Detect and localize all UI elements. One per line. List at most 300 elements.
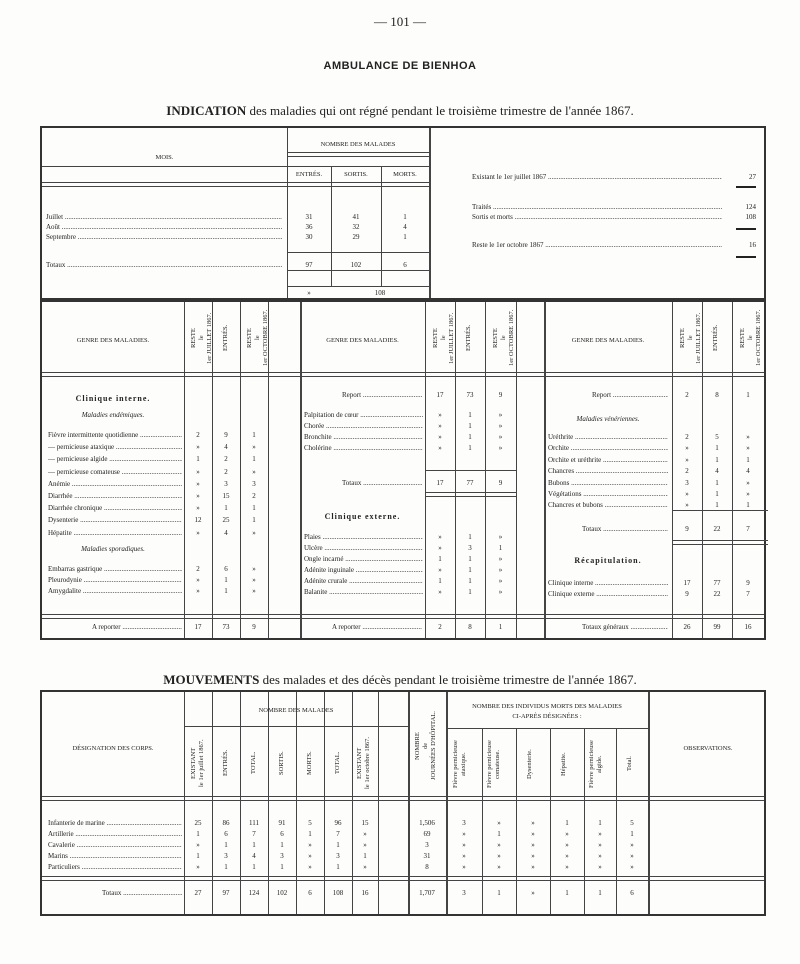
corps-value: 1 <box>280 841 284 849</box>
disease-reste-juillet: » <box>438 433 442 441</box>
corps-value: » <box>196 841 200 849</box>
disease-entres: 1 <box>468 533 472 541</box>
disease-label: Dysenterie ..... <box>48 515 182 525</box>
col3-generaux-b: 99 <box>713 623 721 631</box>
col-dysenterie: Dysenterie. <box>526 749 533 779</box>
disease-entres: 1 <box>224 504 228 513</box>
col2-entres: ENTRÉS. <box>465 324 472 352</box>
disease-entres: 1 <box>715 501 719 510</box>
disease-reste-octobre: 1 <box>252 431 256 439</box>
corps-value: » <box>363 830 367 838</box>
disease-reste-juillet: » <box>196 443 200 452</box>
col1-areporter-label: A reporter ..... <box>92 622 182 632</box>
corps-value: » <box>630 852 634 860</box>
col-total: TOTAL. <box>250 751 257 775</box>
totaux-morts: 6 <box>403 261 407 269</box>
corps-value: » <box>598 841 602 849</box>
disease-entres: 77 <box>713 579 721 587</box>
reste-value: 16 <box>749 241 756 249</box>
disease-label: Végétations ..... <box>548 489 668 499</box>
col2-totaux-a: 17 <box>436 479 444 487</box>
disease-reste-juillet: » <box>196 504 200 513</box>
totaux-value: 3 <box>462 889 466 897</box>
totaux-value: 1 <box>497 889 501 897</box>
disease-label: Pleurodynie ..... <box>48 575 182 585</box>
disease-entres: 3 <box>224 479 228 488</box>
disease-reste-juillet: » <box>196 576 200 584</box>
col-f-algide: Fièvre pernicieuse algide. <box>588 740 603 788</box>
disease-entres: 1 <box>468 588 472 596</box>
col-f-ataxique: Fièvre pernicieuse ataxique. <box>452 740 467 788</box>
clinique-externe-heading: Clinique externe. <box>324 512 401 521</box>
corps-value: 31 <box>423 852 431 860</box>
disease-label: Chancres et bubons ..... <box>548 500 668 510</box>
disease-entres: 1 <box>715 455 719 464</box>
disease-entres: 25 <box>222 516 230 525</box>
disease-label: Orchite et uréthrite ..... <box>548 455 668 465</box>
corps-label: Particuliers ..... <box>48 862 182 872</box>
corps-value: 1 <box>497 830 501 838</box>
disease-reste-juillet: 1 <box>438 555 442 563</box>
disease-reste-juillet: 3 <box>685 478 689 487</box>
disease-reste-juillet: » <box>196 479 200 488</box>
col-mois: MOIS. <box>155 154 174 161</box>
clinique-interne-heading: Clinique interne. <box>75 394 151 403</box>
col1-genre: GENRE DES MALADIES. <box>76 337 150 344</box>
corps-value: 1 <box>224 841 228 849</box>
disease-label: Chorée ..... <box>304 421 423 431</box>
month-sortis: 29 <box>352 233 360 241</box>
disease-entres: 1 <box>715 444 719 453</box>
col-entres: ENTRÉS. <box>295 171 323 178</box>
disease-reste-octobre: 1 <box>498 544 503 552</box>
corps-value: » <box>531 830 535 838</box>
col-hepatite: Hépatite. <box>560 752 567 776</box>
corps-value: 5 <box>308 819 312 827</box>
disease-reste-juillet: » <box>685 490 689 498</box>
col-entres-2: ENTRÉS. <box>222 749 229 777</box>
corps-value: 1 <box>196 852 200 860</box>
disease-label: Diarrhée chronique ..... <box>48 503 182 513</box>
col-morts: MORTS. <box>393 171 417 178</box>
disease-label: Fièvre intermittente quotidienne ..... <box>48 430 182 440</box>
corps-value: » <box>363 863 367 871</box>
col2-areporter-c: 1 <box>498 623 503 631</box>
col2-report-a: 17 <box>436 391 444 399</box>
maladies-sporadiques-heading: Maladies sporadiques. <box>81 545 145 553</box>
col-existant-2: EXISTANT le 1er octobre 1867. <box>356 737 371 789</box>
disease-reste-juillet: 9 <box>685 590 689 598</box>
month-morts: 1 <box>403 233 407 241</box>
corps-value: 3 <box>336 852 340 860</box>
disease-reste-juillet: » <box>438 533 442 541</box>
monthly-table <box>40 126 766 300</box>
corps-value: 1 <box>336 841 340 849</box>
corps-value: 111 <box>249 819 259 827</box>
disease-reste-octobre: » <box>746 490 750 498</box>
disease-reste-juillet: » <box>438 444 442 452</box>
maladies-veneriennes-heading: Maladies vénériennes. <box>576 415 640 423</box>
col2-reste-juillet: RESTE le 1er JUILLET 1867. <box>432 312 455 364</box>
disease-reste-octobre: 4 <box>746 467 750 476</box>
disease-label: — pernicieuse comateuse ..... <box>48 467 182 477</box>
month-morts: 4 <box>403 223 407 231</box>
disease-reste-juillet: 12 <box>194 516 202 525</box>
disease-entres: 9 <box>224 431 228 439</box>
disease-label: Balanite ..... <box>304 587 423 597</box>
corps-value: 3 <box>462 819 466 827</box>
col2-totaux-b: 77 <box>466 479 474 487</box>
col3-reste-octobre: RESTE le 1er OCTOBRE 1867. <box>739 309 762 367</box>
mouvements-title: MOUVEMENTS des malades et des décès pendant le troisième trimestre de l'année 1867. <box>163 672 637 687</box>
disease-reste-octobre: » <box>498 566 503 574</box>
corps-value: » <box>462 852 466 860</box>
month-sortis: 41 <box>352 213 360 221</box>
disease-entres: 4 <box>224 443 228 452</box>
maladies-endemiques-heading: Maladies endémiques. <box>81 411 145 419</box>
totaux-value: » <box>531 889 535 897</box>
disease-entres: 15 <box>222 492 230 500</box>
col-observations: OBSERVATIONS. <box>683 745 733 752</box>
disease-reste-juillet: » <box>685 455 689 464</box>
corps-value: » <box>462 863 466 871</box>
corps-value: 6 <box>280 830 284 838</box>
disease-reste-juillet: » <box>438 544 442 552</box>
disease-label: Anémie ..... <box>48 479 182 489</box>
disease-reste-octobre: » <box>252 565 256 573</box>
totaux-value: 1,707 <box>419 889 435 897</box>
corps-value: 1 <box>224 863 228 871</box>
disease-reste-octobre: » <box>252 467 256 476</box>
sortis-morts-label: Sortis et morts ..... <box>472 212 722 222</box>
corps-value: » <box>531 841 535 849</box>
month-label: Septembre ..... <box>46 232 282 242</box>
disease-reste-juillet: 2 <box>685 467 689 476</box>
bottom-left: » <box>307 289 311 297</box>
corps-value: » <box>598 863 602 871</box>
disease-label: Bubons ..... <box>548 478 668 488</box>
disease-reste-juillet: » <box>196 467 200 476</box>
disease-reste-juillet: 2 <box>196 431 200 439</box>
disease-label: Palpitation de cœur ..... <box>304 410 423 420</box>
totaux-value: 6 <box>630 889 634 897</box>
col-sortis: SORTIS. <box>344 171 368 178</box>
page-number: — 101 — <box>374 14 426 29</box>
col1-areporter-b: 73 <box>222 623 230 631</box>
disease-label: — pernicieuse ataxique ..... <box>48 442 182 452</box>
totaux-value: 1 <box>565 889 569 897</box>
corps-value: » <box>462 841 466 849</box>
col-f-comateuse: Fièvre pernicieuse comateuse. <box>486 740 501 788</box>
col3-report-b: 8 <box>715 391 719 399</box>
corps-value: 1,506 <box>419 819 435 827</box>
corps-value: 5 <box>630 819 634 827</box>
disease-label: Amygdalite ..... <box>48 586 182 596</box>
col2-areporter-label: A reporter ..... <box>332 622 422 632</box>
disease-label: Hépatite ..... <box>48 528 182 538</box>
disease-entres: 3 <box>468 544 472 552</box>
col-designation: DÉSIGNATION DES CORPS. <box>72 745 154 752</box>
month-morts: 1 <box>403 213 407 221</box>
col3-totaux-c: 7 <box>746 525 750 533</box>
col-total-2: TOTAL. <box>334 751 341 775</box>
disease-reste-octobre: » <box>746 478 750 487</box>
col3-genre: GENRE DES MALADIES. <box>571 337 645 344</box>
disease-reste-juillet: » <box>438 422 442 430</box>
disease-label: Chancres ..... <box>548 466 668 476</box>
disease-label: Bronchite ..... <box>304 432 423 442</box>
col-morts-header-2: CI-APRÈS DÉSIGNÉES : <box>512 713 582 720</box>
disease-reste-juillet: » <box>438 588 442 596</box>
col-nombre-malades: NOMBRE DES MALADES <box>320 141 396 148</box>
corps-value: » <box>565 841 569 849</box>
totaux-value: 97 <box>222 889 230 897</box>
totaux-value: 16 <box>361 889 369 897</box>
corps-value: 1 <box>196 830 200 838</box>
disease-entres: 1 <box>468 433 472 441</box>
disease-reste-octobre: » <box>252 587 256 595</box>
corps-label: Artillerie ..... <box>48 829 182 839</box>
corps-value: 1 <box>280 863 284 871</box>
disease-reste-octobre: » <box>746 444 750 453</box>
corps-value: » <box>497 841 501 849</box>
col-journees: NOMBRE de JOURNÉES D'HÔPITAL. <box>414 711 437 781</box>
reste-label: Reste le 1er octobre 1867 ..... <box>472 240 722 250</box>
disease-reste-octobre: » <box>252 443 256 452</box>
col2-areporter-b: 8 <box>468 623 472 631</box>
disease-reste-octobre: » <box>498 555 503 563</box>
disease-label: Clinique interne ..... <box>548 578 668 588</box>
corps-value: 1 <box>308 830 312 838</box>
col2-totaux-label: Totaux ..... <box>342 478 422 488</box>
col2-report-c: 9 <box>498 391 503 399</box>
disease-entres: 1 <box>224 587 228 595</box>
mv-totaux-label: Totaux ..... <box>102 888 182 898</box>
corps-value: » <box>598 830 602 838</box>
col2-totaux-c: 9 <box>498 479 503 487</box>
corps-value: 3 <box>280 852 284 860</box>
disease-reste-juillet: » <box>438 566 442 574</box>
disease-entres: 1 <box>468 566 472 574</box>
corps-value: » <box>531 852 535 860</box>
disease-reste-octobre: 1 <box>252 504 256 513</box>
corps-value: 7 <box>252 830 256 838</box>
corps-value: 1 <box>363 852 367 860</box>
disease-reste-juillet: » <box>685 444 689 453</box>
disease-entres: 2 <box>224 467 228 476</box>
totaux-value: 6 <box>308 889 312 897</box>
col-existant: EXISTANT le 1er juillet 1867. <box>190 739 205 787</box>
totaux-value: 102 <box>276 889 288 897</box>
col-sortis-2: SORTIS. <box>278 751 285 775</box>
disease-reste-juillet: » <box>196 492 200 500</box>
disease-entres: 1 <box>224 576 228 584</box>
col2-report-b: 73 <box>466 391 474 399</box>
corps-value: » <box>630 841 634 849</box>
col-morts-header: NOMBRE DES INDIVIDUS MORTS DES MALADIES <box>472 703 622 710</box>
col-morts-2: MORTS. <box>306 751 313 775</box>
disease-label: Ulcère ..... <box>304 543 423 553</box>
existant-label: Existant le 1er juillet 1867 ..... <box>472 172 722 182</box>
totaux-entres: 97 <box>305 261 313 269</box>
col1-areporter-a: 17 <box>194 623 202 631</box>
disease-reste-octobre: 2 <box>252 492 256 500</box>
totaux-sortis: 102 <box>350 261 362 269</box>
col2-reste-octobre: RESTE le 1er OCTOBRE 1867. <box>492 309 515 367</box>
traites-value: 124 <box>745 203 756 211</box>
disease-entres: 1 <box>715 478 719 487</box>
corps-value: 86 <box>222 819 230 827</box>
disease-label: Orchite ..... <box>548 443 668 453</box>
indication-title: INDICATION des maladies qui ont régné pendant le troisième trimestre de l'année 1867. <box>166 103 634 118</box>
disease-entres: 1 <box>715 490 719 498</box>
col3-generaux-a: 26 <box>683 623 691 631</box>
disease-reste-juillet: 1 <box>438 577 442 585</box>
disease-reste-octobre: » <box>498 577 503 585</box>
col3-entres: ENTRÉS. <box>712 324 719 352</box>
disease-reste-octobre: 3 <box>252 479 256 488</box>
corps-value: » <box>497 852 501 860</box>
col3-report-c: 1 <box>746 391 750 399</box>
disease-reste-octobre: » <box>252 576 256 584</box>
corps-value: 3 <box>224 852 228 860</box>
corps-value: » <box>531 863 535 871</box>
corps-value: » <box>565 852 569 860</box>
disease-label: Plaies ..... <box>304 532 423 542</box>
disease-label: Adénite crurale ..... <box>304 576 423 586</box>
disease-entres: 1 <box>468 555 472 563</box>
totaux-value: 124 <box>248 889 260 897</box>
corps-value: » <box>531 819 535 827</box>
col1-reste-octobre: RESTE le 1er OCTOBRE 1867. <box>246 309 269 367</box>
corps-value: » <box>497 863 501 871</box>
mouvements-table <box>40 690 766 916</box>
totaux-value: 27 <box>194 889 202 897</box>
disease-reste-octobre: » <box>498 433 503 441</box>
corps-value: » <box>308 852 312 860</box>
month-entres: 36 <box>305 223 313 231</box>
totaux-label: Totaux ..... <box>46 260 282 270</box>
disease-entres: 4 <box>224 528 228 537</box>
genre-table <box>40 300 766 640</box>
disease-reste-octobre: » <box>498 533 503 541</box>
disease-entres: 2 <box>224 455 228 464</box>
col3-totaux-b: 22 <box>713 525 721 533</box>
disease-reste-juillet: 2 <box>685 433 689 441</box>
disease-label: Embarras gastrique ..... <box>48 564 182 574</box>
totaux-value: 1 <box>598 889 602 897</box>
disease-label: Adénite inguinale ..... <box>304 565 423 575</box>
month-entres: 30 <box>305 233 313 241</box>
corps-value: 1 <box>630 830 634 838</box>
disease-reste-juillet: 17 <box>683 579 691 587</box>
disease-label: Diarrhée ..... <box>48 491 182 501</box>
disease-reste-octobre: » <box>252 528 256 537</box>
col3-report-a: 2 <box>685 391 689 399</box>
corps-value: 7 <box>336 830 340 838</box>
corps-value: » <box>630 863 634 871</box>
corps-value: 8 <box>425 863 429 871</box>
disease-entres: 1 <box>468 577 472 585</box>
corps-value: 1 <box>598 819 602 827</box>
corps-label: Marins ..... <box>48 851 182 861</box>
col1-entres: ENTRÉS. <box>222 324 229 352</box>
disease-entres: 6 <box>224 565 228 573</box>
corps-value: » <box>308 841 312 849</box>
corps-value: 96 <box>334 819 342 827</box>
corps-value: 4 <box>252 852 256 860</box>
corps-value: 3 <box>425 841 429 849</box>
corps-value: 15 <box>361 819 369 827</box>
corps-value: 25 <box>194 819 202 827</box>
disease-reste-juillet: » <box>685 501 689 510</box>
col1-areporter-c: 9 <box>252 623 256 631</box>
corps-value: 1 <box>252 863 256 871</box>
month-entres: 31 <box>305 213 313 221</box>
existant-value: 27 <box>749 173 756 181</box>
disease-entres: 1 <box>468 444 472 452</box>
disease-reste-octobre: 1 <box>746 501 750 510</box>
corps-value: 91 <box>278 819 286 827</box>
col2-genre: GENRE DES MALADIES. <box>326 337 399 344</box>
col3-totaux-a: 9 <box>685 525 689 533</box>
traites-label: Traités ..... <box>472 202 722 212</box>
disease-reste-octobre: 1 <box>252 516 256 525</box>
col3-generaux-c: 16 <box>744 623 752 631</box>
corps-value: 6 <box>224 830 228 838</box>
col3-reste-juillet: RESTE le 1er JUILLET 1867. <box>679 312 702 364</box>
corps-value: » <box>308 863 312 871</box>
disease-reste-juillet: » <box>438 411 442 419</box>
bottom-total: 108 <box>374 289 386 297</box>
disease-reste-juillet: » <box>196 587 200 595</box>
corps-value: » <box>565 863 569 871</box>
disease-entres: 4 <box>715 467 719 476</box>
disease-entres: 22 <box>713 590 721 598</box>
corps-value: » <box>598 852 602 860</box>
ambulance-heading: AMBULANCE DE BIENHOA <box>323 60 477 72</box>
month-sortis: 32 <box>352 223 360 231</box>
col-nombre-malades-2: NOMBRE DES MALADES <box>258 707 334 714</box>
col2-report-label: Report ..... <box>342 390 422 400</box>
totaux-value: 108 <box>332 889 344 897</box>
corps-value: » <box>565 830 569 838</box>
disease-label: Ongle incarné ..... <box>304 554 423 564</box>
disease-entres: 1 <box>468 411 472 419</box>
recapitulation-heading: Récapitulation. <box>574 556 642 565</box>
disease-reste-octobre: 9 <box>746 579 750 587</box>
disease-reste-juillet: 1 <box>196 455 200 464</box>
col1-reste-juillet: RESTE le 1er JUILLET 1867. <box>190 312 213 364</box>
corps-value: » <box>462 830 466 838</box>
col-total-3: Total. <box>626 756 633 772</box>
corps-value: 69 <box>423 830 431 838</box>
corps-value: 1 <box>336 863 340 871</box>
disease-reste-octobre: 7 <box>746 590 750 598</box>
disease-reste-octobre: » <box>498 444 503 452</box>
month-label: Juillet ..... <box>46 212 282 222</box>
disease-reste-octobre: » <box>498 588 503 596</box>
month-label: Août ..... <box>46 222 282 232</box>
col3-report-label: Report ..... <box>592 390 668 400</box>
corps-label: Infanterie de marine ..... <box>48 818 182 828</box>
disease-label: — pernicieuse algide ..... <box>48 454 182 464</box>
corps-value: 1 <box>565 819 569 827</box>
disease-label: Clinique externe ..... <box>548 589 668 599</box>
disease-entres: 1 <box>468 422 472 430</box>
sortis-morts-value: 108 <box>745 213 756 221</box>
disease-reste-juillet: 2 <box>196 565 200 573</box>
